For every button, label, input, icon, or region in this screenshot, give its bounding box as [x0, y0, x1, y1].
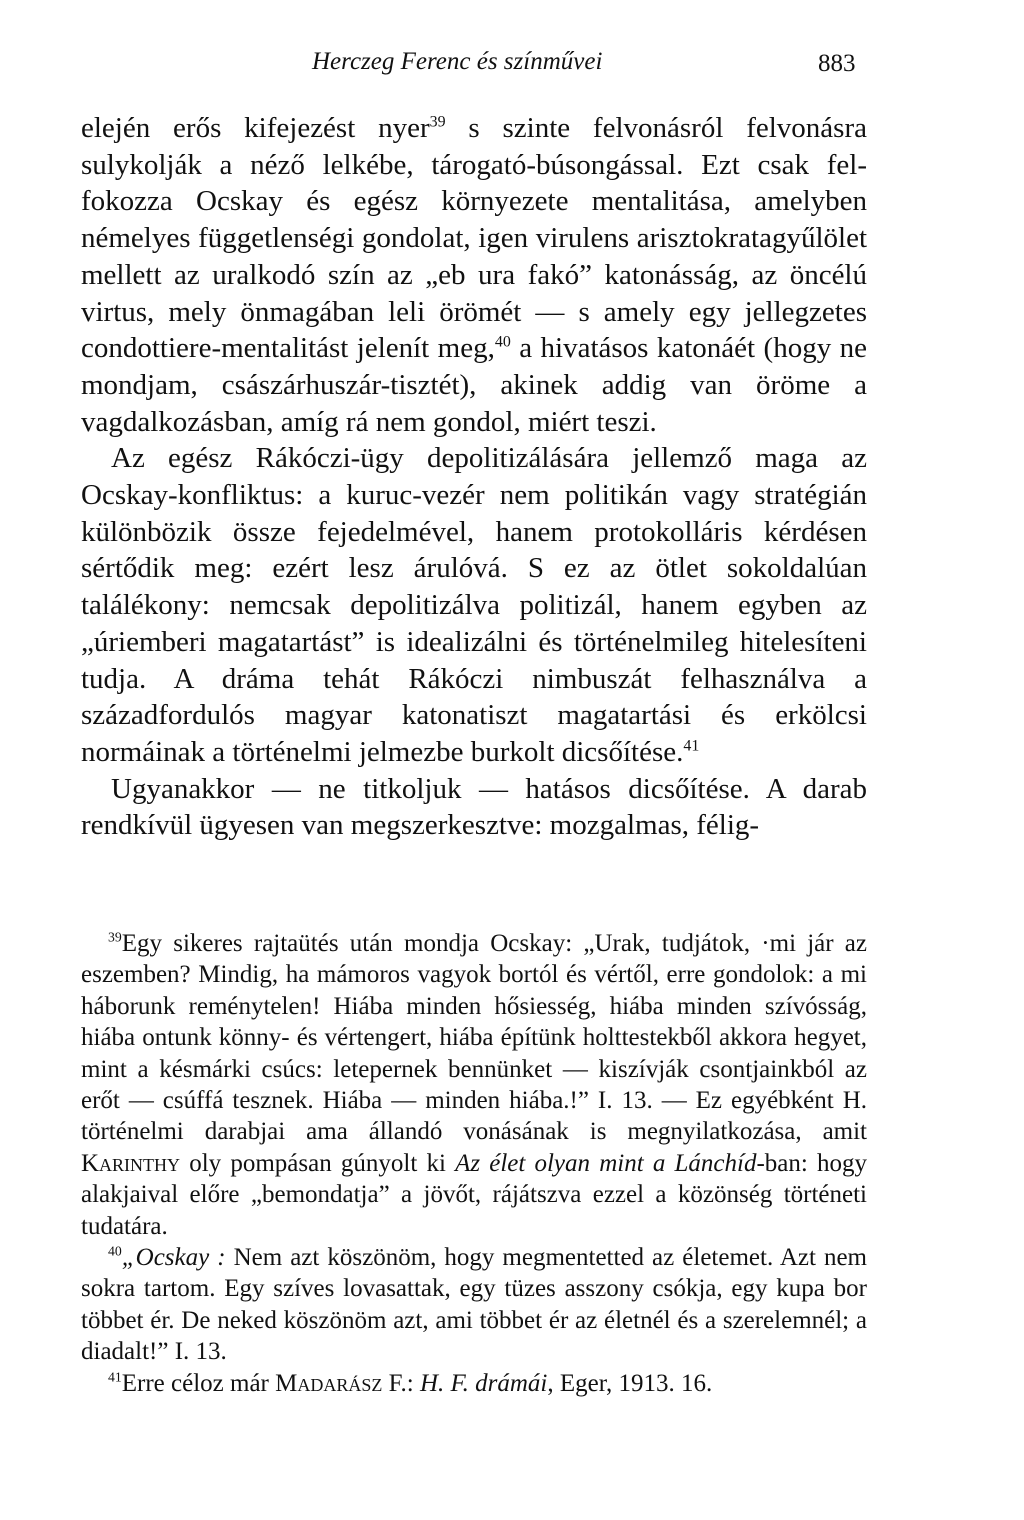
paragraph-1-text-b: s szinte felvonásról felvonásra sulykolják a néző lelkébe, tárogató-búsongással. Ezt csak felfokozza Ocskay és egész környezete mentalitása, amelyben némelyes függetlenségi gondolat, igen virulens arisztokratagyűlölet mellett az uralkodó szín az „eb ura fakó” katonásság, az öncélú virtus, mely önmagában leli örömét — s amely egy jellegzetes condottiere-mentalitást jelenít meg, [81, 112, 867, 365]
footnote-39 [81, 928, 867, 1242]
running-title: Herczeg Ferenc és színművei [312, 48, 603, 75]
footnote-41-text-a: Erre céloz már [121, 1369, 276, 1397]
footnote-41 [81, 1368, 867, 1399]
footnote-39-number: 39 [108, 929, 122, 945]
main-text [81, 110, 867, 844]
footnote-39-author: Karinthy [81, 1149, 181, 1177]
footnote-39-work-title: Az élet olyan mint a Lánchíd [455, 1149, 757, 1177]
footnote-39-text-b: oly pompásan gúnyolt ki [180, 1149, 456, 1177]
running-header [0, 48, 1024, 88]
footnote-41-author: Madarász [275, 1369, 383, 1397]
footnotes [81, 928, 867, 1399]
paragraph-1-text-c: a hivatásos katonáét (hogy ne mondjam, császárhuszár-tisztét), akinek addig van öröme a vagdalkozásban, amíg rá nem gondol, miért teszi. [81, 332, 867, 438]
footnote-41-work-title: H. F. drámái [419, 1369, 548, 1397]
footnote-40-number: 40 [108, 1243, 122, 1259]
paragraph-1 [81, 110, 867, 440]
paragraph-2-text: Az egész Rákóczi-ügy depolitizálására jellemző maga az Ocskay-konfliktus: a kuruc-vezér nem politikán vagy stratégián különbözik össze fejedelmével, hanem protokolláris kérdésen sértődik meg: ezért lesz árulóvá. S ez az ötlet sokoldalúan találékony: nemcsak depolitizálva politizál, hanem egyben az „úriemberi magatartást” is idealizálni és történelmileg hitelesíteni tudja. A dráma tehát Rákóczi nimbuszát felhasználva a századfordulós magyar katonatiszt magatartási és erkölcsi normáinak a történelmi jelmezbe burkolt dicsőítése. [81, 442, 867, 768]
paragraph-2 [81, 440, 867, 770]
footnote-41-text-c: , Eger, 1913. 16. [547, 1369, 713, 1397]
footnote-40 [81, 1242, 867, 1368]
footnote-40-speaker: „Ocskay : [121, 1244, 226, 1272]
page-number: 883 [818, 50, 856, 77]
paragraph-3: Ugyanakkor — ne titkoljuk — hatásos dicsőítése. A darab rendkívül ügyesen van megszerkesztve: mozgalmas, félig- [81, 772, 867, 842]
footnote-ref-41: 41 [683, 737, 700, 755]
footnote-ref-39: 39 [429, 113, 446, 131]
footnote-41-number: 41 [108, 1369, 122, 1385]
footnote-39-text-a: Egy sikeres rajtaütés után mondja Ocskay: „Urak, tudjátok, ·mi jár az eszemben? Mindig, ha mámoros vagyok bortól és vértől, erre gondolok: a mi háborunk reménytelen! Hiába minden hősiesség, hiába minden szívósság, hiába ontunk könny- és vértengert, hiába építünk holttestekből akkora hegyet, mint a késmárki csúcs: letepernek bennünket — kiszívják csontjainkból az erőt — csúffá tesznek. Hiába — minden hiába.!” I. 13. — Ez egyébként H. történelmi darabjai ama állandó vonásának is megnyilatkozása, amit [81, 930, 867, 1146]
footnote-40-text: Nem azt köszönöm, hogy megmentetted az életemet. Azt nem sokra tartom. Egy szíves lovasattak, egy tüzes asszony csókja, egy kupa bor többet ér. De neked köszönöm azt, ami többet ér az életnél és a szerelemnél; a diadalt!” I. 13. [81, 1244, 867, 1366]
footnote-ref-40: 40 [494, 333, 511, 351]
paragraph-1-text-a: elején erős kifejezést nyer [81, 112, 430, 144]
footnote-39-text-c: -ban: hogy alakjaival előre „bemondatja” a jövőt, rájátszva ezzel a közönség történeti tudatára. [81, 1149, 867, 1240]
footnote-41-text-b: F.: [382, 1369, 420, 1397]
